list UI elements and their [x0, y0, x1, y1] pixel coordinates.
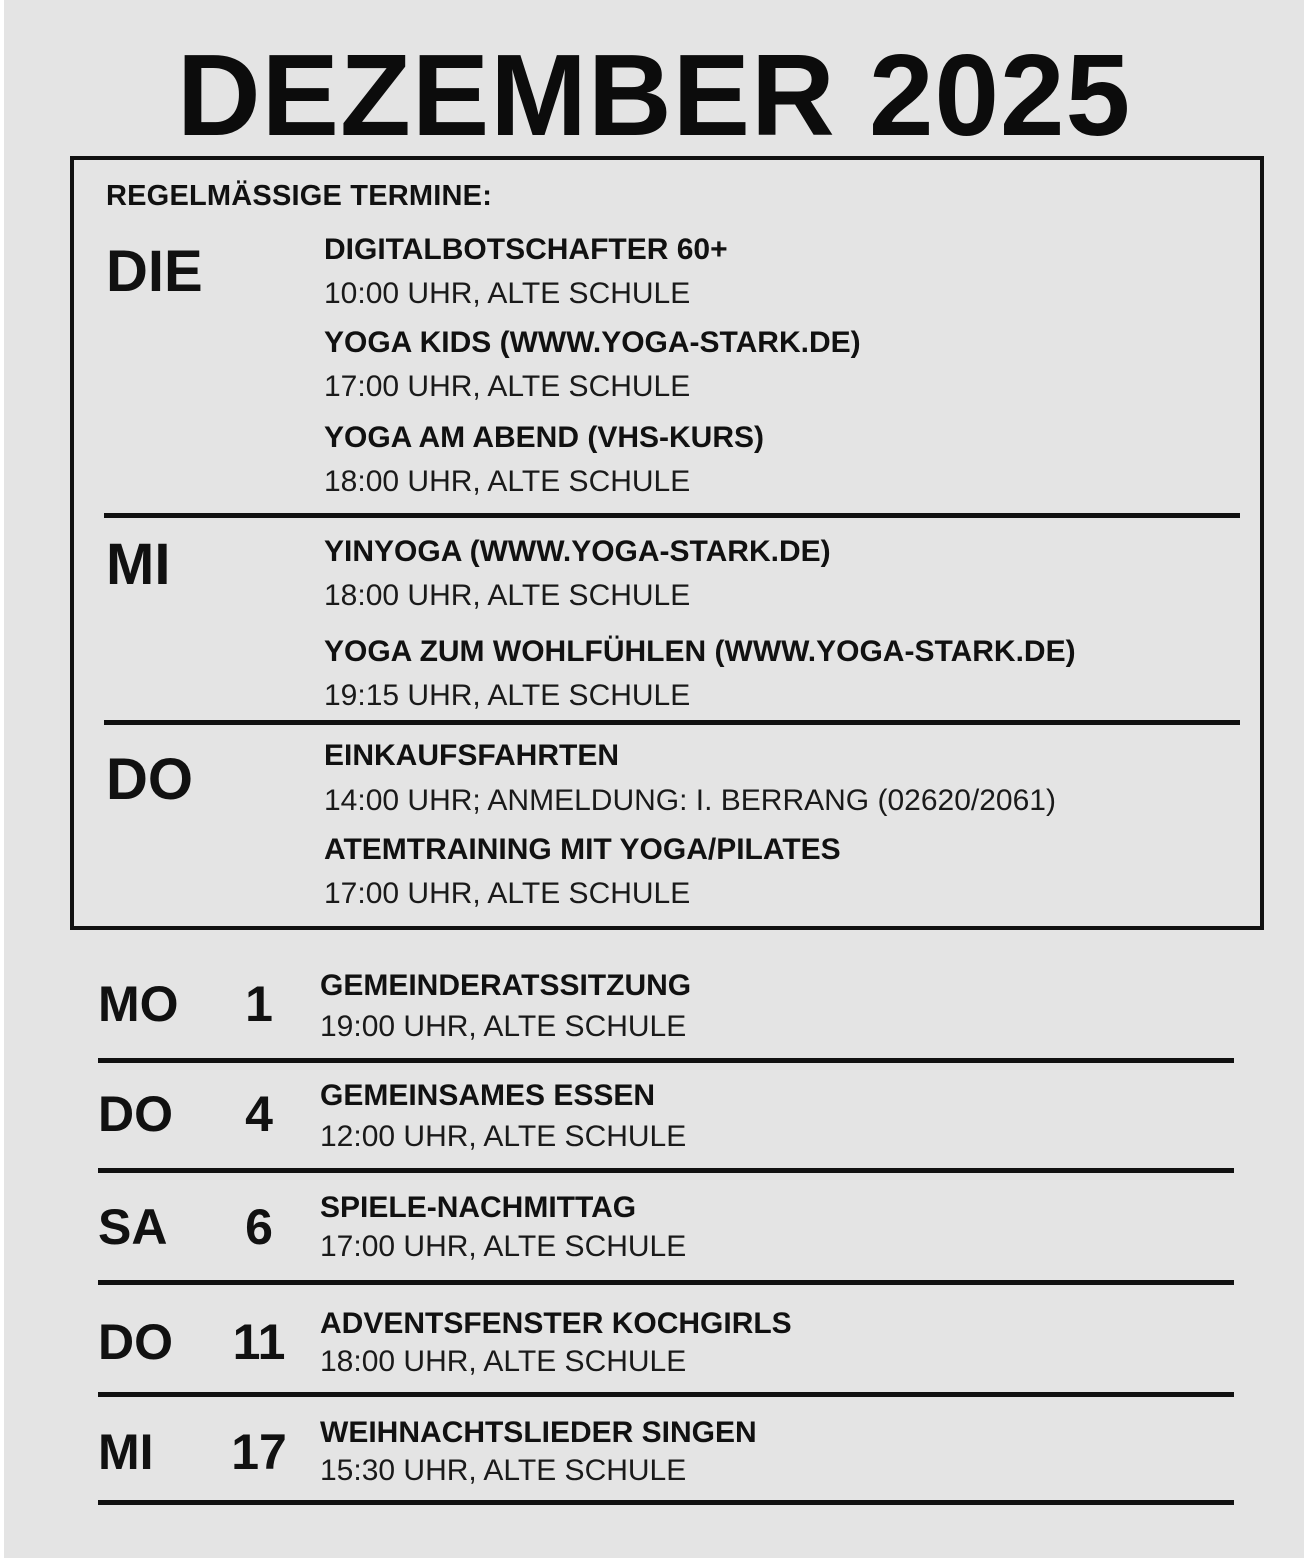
- event-detail: 14:00 UHR; ANMELDUNG: I. BERRANG (02620/2061): [324, 784, 1056, 817]
- divider: [98, 1392, 1234, 1397]
- regular-day-do: DO: [106, 747, 193, 812]
- event-title: YOGA KIDS (WWW.YOGA-STARK.DE): [324, 326, 861, 359]
- regular-events-heading: REGELMÄSSIGE TERMINE:: [106, 180, 493, 212]
- event-title: GEMEINDERATSSITZUNG: [320, 969, 692, 1002]
- divider: [98, 1168, 1234, 1173]
- event-detail: 10:00 UHR, ALTE SCHULE: [324, 277, 691, 310]
- event-title: ATEMTRAINING MIT YOGA/PILATES: [324, 833, 841, 866]
- event-detail: 17:00 UHR, ALTE SCHULE: [320, 1230, 687, 1263]
- event-detail: 17:00 UHR, ALTE SCHULE: [324, 877, 691, 910]
- event-title: ADVENTSFENSTER KOCHGIRLS: [320, 1307, 792, 1340]
- divider: [98, 1058, 1234, 1063]
- regular-events-box: [70, 156, 1264, 930]
- date-day: 6: [245, 1199, 273, 1255]
- event-detail: 19:15 UHR, ALTE SCHULE: [324, 679, 691, 712]
- date-weekday: DO: [98, 1086, 173, 1142]
- event-detail: 17:00 UHR, ALTE SCHULE: [324, 370, 691, 403]
- event-title: DIGITALBOTSCHAFTER 60+: [324, 233, 728, 266]
- divider: [104, 720, 1240, 725]
- event-detail: 18:00 UHR, ALTE SCHULE: [324, 579, 691, 612]
- event-title: SPIELE-NACHMITTAG: [320, 1191, 637, 1224]
- regular-day-mi: MI: [106, 532, 171, 597]
- date-weekday: MI: [98, 1424, 154, 1480]
- divider: [104, 513, 1240, 518]
- date-day: 4: [245, 1086, 273, 1142]
- event-title: YINYOGA (WWW.YOGA-STARK.DE): [324, 535, 831, 568]
- event-title: GEMEINSAMES ESSEN: [320, 1079, 656, 1112]
- divider: [98, 1280, 1234, 1285]
- event-title: WEIHNACHTSLIEDER SINGEN: [320, 1416, 757, 1449]
- event-detail: 12:00 UHR, ALTE SCHULE: [320, 1120, 687, 1153]
- date-weekday: DO: [98, 1314, 173, 1370]
- event-title: EINKAUFSFAHRTEN: [324, 739, 620, 772]
- event-detail: 18:00 UHR, ALTE SCHULE: [320, 1345, 687, 1378]
- calendar-page: [4, 0, 1304, 1558]
- date-day: 1: [245, 976, 273, 1032]
- event-detail: 18:00 UHR, ALTE SCHULE: [324, 465, 691, 498]
- divider: [98, 1500, 1234, 1505]
- date-day: 17: [231, 1424, 287, 1480]
- regular-day-die: DIE: [106, 239, 203, 304]
- event-title: YOGA AM ABEND (VHS-KURS): [324, 421, 764, 454]
- event-detail: 19:00 UHR, ALTE SCHULE: [320, 1010, 687, 1043]
- date-day: 11: [232, 1314, 286, 1370]
- page-title: DEZEMBER 2025: [176, 30, 1132, 160]
- event-title: YOGA ZUM WOHLFÜHLEN (WWW.YOGA-STARK.DE): [324, 635, 1076, 668]
- date-weekday: MO: [98, 976, 179, 1032]
- event-detail: 15:30 UHR, ALTE SCHULE: [320, 1454, 687, 1487]
- date-weekday: SA: [98, 1199, 168, 1255]
